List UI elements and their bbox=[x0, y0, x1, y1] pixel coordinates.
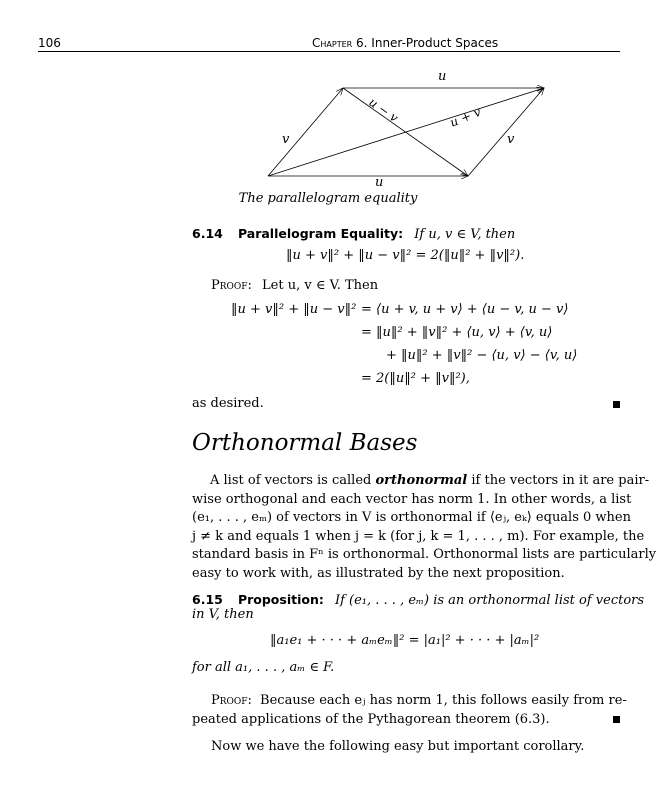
paragraph-line: (e₁, . . . , eₘ) of vectors in V is orthonormal if ⟨eⱼ, eₖ⟩ equals 0 when bbox=[192, 510, 631, 525]
proof-2-line1: Proof: Because each eⱼ has norm 1, this follows easily from re- bbox=[211, 693, 627, 708]
theorem-6-14 bbox=[192, 223, 515, 242]
label-u-minus-v: u − v bbox=[366, 94, 401, 125]
chapter-label: Chapter 6. bbox=[312, 36, 368, 50]
proof-1-line1-rhs: = ⟨u + v, u + v⟩ + ⟨u − v, u − v⟩ bbox=[361, 302, 569, 317]
proposition-statement-2: in V, then bbox=[192, 607, 254, 622]
proof-1-line2: = ‖u‖² + ‖v‖² + ⟨u, v⟩ + ⟨v, u⟩ bbox=[361, 325, 553, 340]
paragraph-line: standard basis in Fⁿ is orthonormal. Orthonormal lists are particularly bbox=[192, 547, 656, 562]
section-title: Orthonormal Bases bbox=[192, 430, 418, 456]
paragraph-line: wise orthogonal and each vector has norm 1. In other words, a list bbox=[192, 491, 632, 507]
page-number: 106 bbox=[38, 36, 61, 50]
figure-caption: The parallelogram equality bbox=[238, 191, 418, 206]
proposition-6-15 bbox=[192, 589, 644, 608]
label-v-right: v bbox=[507, 132, 515, 147]
equation-parallelogram: ‖u + v‖² + ‖u − v‖² = 2(‖u‖² + ‖v‖²). bbox=[286, 248, 525, 263]
label-u-plus-v: u + v bbox=[447, 104, 483, 130]
vector-u-plus-v bbox=[268, 88, 544, 176]
proof-1-intro: Let u, v ∈ V. Then bbox=[262, 278, 379, 293]
proof-2-line2: peated applications of the Pythagorean theorem (6.3). bbox=[192, 711, 550, 727]
final-sentence: Now we have the following easy but important corollary. bbox=[211, 739, 585, 754]
qed-square bbox=[613, 716, 620, 723]
paragraph-line: A list of vectors is called orthonormal if the vectors in it are pair- bbox=[210, 473, 650, 488]
theorem-number: 6.14 bbox=[192, 226, 223, 241]
vector-v-right bbox=[468, 88, 544, 176]
proposition-statement-1: If (e₁, . . . , eₘ) is an orthonormal list of vectors bbox=[334, 593, 645, 608]
theorem-title: Parallelogram Equality: bbox=[237, 226, 404, 241]
vector-v-left bbox=[268, 88, 343, 176]
defined-term: orthonormal bbox=[375, 473, 468, 488]
parallelogram-figure bbox=[0, 0, 656, 200]
proposition-title: Proposition: bbox=[237, 592, 324, 607]
paragraph-line: easy to work with, as illustrated by the next proposition. bbox=[192, 565, 565, 581]
proof-2 bbox=[192, 692, 627, 729]
proof-1-closing: as desired. bbox=[192, 396, 264, 411]
chapter-title: Inner-Product Spaces bbox=[371, 36, 499, 50]
proposition-number: 6.15 bbox=[192, 592, 223, 607]
proof-label: Proof: bbox=[211, 693, 252, 708]
proof-1-line3: + ‖u‖² + ‖v‖² − ⟨u, v⟩ − ⟨v, u⟩ bbox=[386, 348, 578, 363]
proof-1-line1-lhs: ‖u + v‖² + ‖u − v‖² bbox=[231, 302, 357, 317]
theorem-statement: If u, v ∈ V, then bbox=[414, 227, 516, 242]
label-v-left: v bbox=[282, 132, 290, 147]
proof-1-intro-line bbox=[211, 278, 378, 293]
paragraph-line: j ≠ k and equals 1 when j = k (for j, k = 1, . . . , m). For example, the bbox=[192, 528, 645, 544]
label-u-top: u bbox=[438, 69, 447, 84]
proposition-condition: for all a₁, . . . , aₘ ∈ F. bbox=[192, 660, 335, 675]
paragraph-orthonormal bbox=[192, 472, 656, 583]
label-u-bottom: u bbox=[375, 175, 384, 190]
proof-label: Proof: bbox=[211, 278, 252, 293]
proof-1-line4: = 2(‖u‖² + ‖v‖²), bbox=[361, 371, 470, 386]
qed-square bbox=[613, 401, 620, 408]
equation-orthonormal-norm: ‖a₁e₁ + · · · + aₘeₘ‖² = |a₁|² + · · · + |aₘ|² bbox=[270, 633, 540, 648]
